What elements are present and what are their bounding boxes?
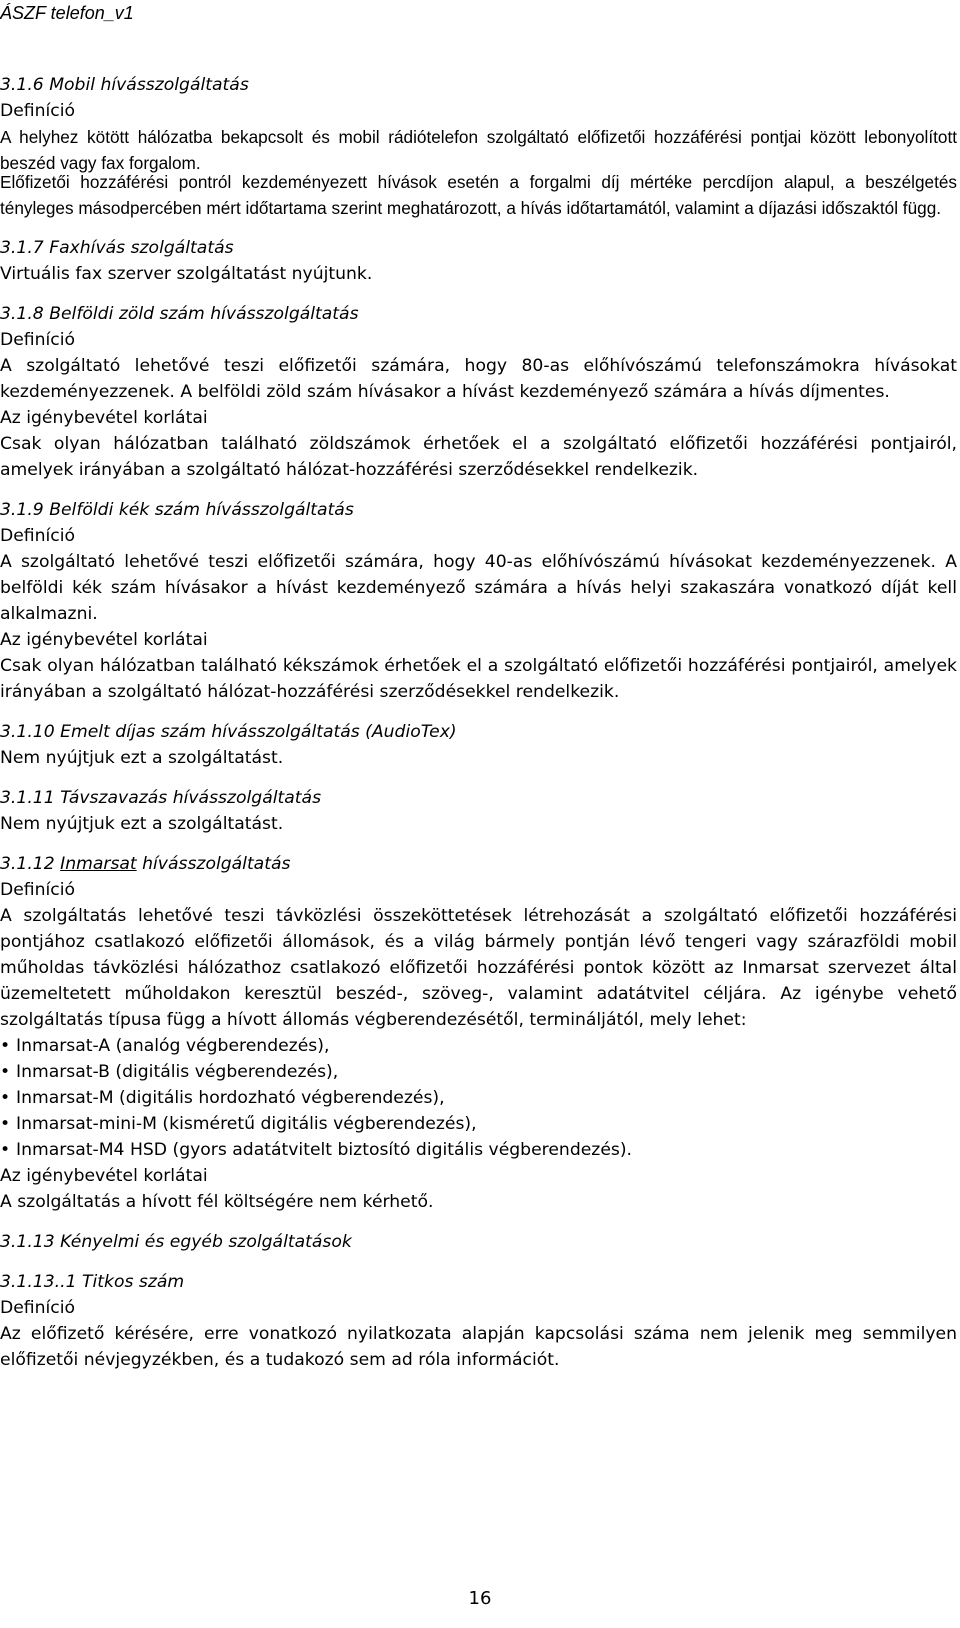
paragraph: Az előfizető kérésére, erre vonatkozó nyilatkozata alapján kapcsolási száma nem jelenik meg semmilyen előfizetői névjegyzékben, és a tudakozó sem ad róla információt. [0,1324,957,1370]
paragraph: A szolgáltatás a hívott fél költségére nem kérhető. [0,1192,434,1212]
paragraph: Előfizetői hozzáférési pontról kezdeményezett hívások esetén a forgalmi díj mértéke percdíjon alapul, a beszélgetés tényleges másodpercében mért időtartama szerint meghatározott, a hívás időtartamától, valamint a díjazási időszaktól függ. [0,172,957,218]
paragraph: Csak olyan hálózatban található kékszámok érhetőek el a szolgáltató előfizetői hozzáférési pontjairól, amelyek irányában a szolgáltató hálózat-hozzáférési szerződésekkel rendelkezik. [0,656,957,702]
definition-label: Definíció [0,330,76,350]
section-heading-3-1-12 [0,851,957,877]
paragraph: Nem nyújtjuk ezt a szolgáltatást. [0,748,284,768]
paragraph: A szolgáltatás lehetővé teszi távközlési összeköttetések létrehozását a szolgáltató előfizetői hozzáférési pontjához csatlakozó előfizetői állomások, és a világ bármely pontján lévő tengeri vagy szárazföldi mobil műholdas távközlési hálózathoz csatlakozó előfizetői hozzáférési pontok között az Inmarsat szervezet által üzemeltetett műholdakon keresztül beszéd-, szöveg-, valamint adatátvitel céljára. Az igénybe vehető szolgáltatás típusa függ a hívott állomás végberendezésétől, termináljától, mely lehet: [0,906,957,1030]
section-heading-3-1-9: 3.1.9 Belföldi kék szám hívásszolgáltatás [0,500,354,520]
limits-label: Az igénybevétel korlátai [0,408,208,428]
list-item: • Inmarsat-A (analóg végberendezés), [0,1033,957,1059]
terminal-type-list [0,1033,957,1163]
paragraph: A szolgáltató lehetővé teszi előfizetői számára, hogy 40-as előhívószámú hívásokat kezdeményezzenek. A belföldi kék szám hívásakor a hívást kezdeményező számára a hívás helyi szakaszára vonatkozó díját kell alkalmazni. [0,552,957,624]
list-item: • Inmarsat-mini-M (kisméretű digitális végberendezés), [0,1111,957,1137]
paragraph: A helyhez kötött hálózatba bekapcsolt és mobil rádiótelefon szolgáltató előfizetői hozzáférési pontjai között lebonyolított beszéd vagy fax forgalom. [0,127,957,173]
limits-label: Az igénybevétel korlátai [0,630,208,650]
section-heading-3-1-11: 3.1.11 Távszavazás hívásszolgáltatás [0,788,322,808]
definition-label: Definíció [0,526,76,546]
paragraph: Nem nyújtjuk ezt a szolgáltatást. [0,814,284,834]
page-number: 16 [468,1588,492,1609]
heading-rest: hívásszolgáltatás [136,854,291,874]
document-header: ÁSZF telefon_v1 [0,3,134,23]
list-item: • Inmarsat-M (digitális hordozható végberendezés), [0,1085,957,1111]
paragraph: Csak olyan hálózatban található zöldszámok érhetőek el a szolgáltató előfizetői hozzáférési pontjairól, amelyek irányában a szolgáltató hálózat-hozzáférési szerződésekkel rendelkezik. [0,434,957,480]
definition-label: Definíció [0,1298,76,1318]
definition-label: Definíció [0,101,76,121]
limits-label: Az igénybevétel korlátai [0,1166,208,1186]
section-heading-3-1-7: 3.1.7 Faxhívás szolgáltatás [0,238,234,258]
definition-label: Definíció [0,880,76,900]
paragraph: Virtuális fax szerver szolgáltatást nyújtunk. [0,264,373,284]
section-heading-3-1-13: 3.1.13 Kényelmi és egyéb szolgáltatások [0,1232,352,1252]
paragraph: A szolgáltató lehetővé teszi előfizetői számára, hogy 80-as előhívószámú telefonszámokra hívásokat kezdeményezzenek. A belföldi zöld szám hívásakor a hívást kezdeményező számára a hívás díjmentes. [0,356,957,402]
section-heading-3-1-10: 3.1.10 Emelt díjas szám hívásszolgáltatás (AudioTex) [0,722,457,742]
page-body [0,72,957,1373]
list-item: • Inmarsat-M4 HSD (gyors adatátvitelt biztosító digitális végberendezés). [0,1137,957,1163]
section-heading-3-1-8: 3.1.8 Belföldi zöld szám hívásszolgáltatás [0,304,359,324]
heading-number: 3.1.12 [0,854,61,874]
heading-underlined-term: Inmarsat [60,854,137,874]
section-heading-3-1-13-1: 3.1.13..1 Titkos szám [0,1272,185,1292]
section-heading-3-1-6: 3.1.6 Mobil hívásszolgáltatás [0,75,249,95]
list-item: • Inmarsat-B (digitális végberendezés), [0,1059,957,1085]
